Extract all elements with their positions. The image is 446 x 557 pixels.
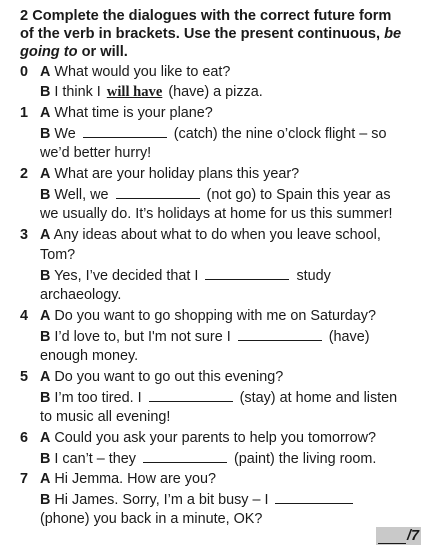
dialogue-line <box>40 326 370 347</box>
dialogue-text: Hi James. Sorry, I’m a bit busy – I <box>54 492 269 508</box>
score-total: /7 <box>407 528 420 544</box>
dialogue-line <box>40 62 230 82</box>
dialogue-text: (paint) the living room. <box>234 451 377 467</box>
item-number: 3 <box>20 227 29 243</box>
dialogue-line-continued: archaeology. <box>40 287 122 303</box>
instructions-line2: of the verb in brackets. Use the present continuous, <box>20 26 381 42</box>
exercise-instructions <box>20 7 430 61</box>
dialogue-line-continued: we usually do. It’s holidays at home for us this summer! <box>40 206 393 222</box>
answer-blank[interactable] <box>275 489 353 504</box>
dialogue-line <box>40 225 381 245</box>
score-blank[interactable] <box>378 543 406 544</box>
dialogue-text: Hi Jemma. How are you? <box>54 471 216 487</box>
dialogue-text: What are your holiday plans this year? <box>54 166 300 182</box>
speaker-label: A <box>40 166 51 182</box>
speaker-label: A <box>40 64 51 80</box>
instructions-be: be <box>384 26 402 42</box>
answer-blank[interactable] <box>149 387 233 402</box>
dialogue-text: (catch) the nine o’clock flight – so <box>173 126 387 142</box>
answer-blank[interactable] <box>238 326 322 341</box>
item-number: 7 <box>20 471 29 487</box>
dialogue-line <box>40 387 397 408</box>
dialogue-text: Well, we <box>54 187 109 203</box>
speaker-label: B <box>40 126 51 142</box>
dialogue-text: Do you want to go shopping with me on Saturday? <box>54 308 376 324</box>
dialogue-text: What would you like to eat? <box>54 64 231 80</box>
dialogue-line <box>40 82 263 102</box>
dialogue-text: I can’t – they <box>54 451 137 467</box>
dialogue-text: I think I <box>54 84 101 100</box>
dialogue-line <box>40 184 391 205</box>
item-number: 6 <box>20 430 29 446</box>
item-number: 0 <box>20 64 29 80</box>
dialogue-text: (have) a pizza. <box>168 84 263 100</box>
dialogue-text: I’d love to, but I'm not sure I <box>54 329 231 345</box>
dialogue-line <box>40 428 376 448</box>
item-number: 2 <box>20 166 29 182</box>
speaker-label: B <box>40 268 51 284</box>
answer-blank[interactable] <box>205 265 289 280</box>
dialogue-text: Any ideas about what to do when you leave school, <box>53 227 381 243</box>
speaker-label: B <box>40 451 51 467</box>
dialogue-text: (have) <box>328 329 370 345</box>
dialogue-line-continued: we’d better hurry! <box>40 145 152 161</box>
dialogue-line-continued: Tom? <box>40 247 76 263</box>
speaker-label: A <box>40 308 51 324</box>
answer-blank[interactable] <box>116 184 200 199</box>
dialogue-text: (stay) at home and listen <box>239 390 398 406</box>
item-number: 1 <box>20 105 29 121</box>
dialogue-line <box>40 103 213 123</box>
speaker-label: B <box>40 492 51 508</box>
dialogue-line <box>40 448 376 469</box>
instructions-line1: Complete the dialogues with the correct future form <box>32 8 392 24</box>
dialogue-line <box>40 164 299 184</box>
speaker-label: B <box>40 329 51 345</box>
dialogue-line-continued: to music all evening! <box>40 409 171 425</box>
speaker-label: A <box>40 227 51 243</box>
item-number: 5 <box>20 369 29 385</box>
dialogue-text: We <box>54 126 76 142</box>
dialogue-text: study <box>296 268 331 284</box>
dialogue-text: Do you want to go out this evening? <box>54 369 284 385</box>
speaker-label: A <box>40 471 51 487</box>
dialogue-text: Yes, I’ve decided that I <box>54 268 199 284</box>
dialogue-text: What time is your plane? <box>54 105 213 121</box>
dialogue-line <box>40 367 283 387</box>
exercise-number: 2 <box>20 8 29 24</box>
dialogue-text: (not go) to Spain this year as <box>206 187 391 203</box>
speaker-label: A <box>40 430 51 446</box>
dialogue-line <box>40 489 356 510</box>
item-number: 4 <box>20 308 29 324</box>
instructions-will: will. <box>100 44 128 60</box>
instructions-or: or <box>81 44 97 60</box>
dialogue-line <box>40 265 331 286</box>
speaker-label: B <box>40 390 51 406</box>
dialogue-line-continued: enough money. <box>40 348 139 364</box>
speaker-label: B <box>40 84 51 100</box>
dialogue-text: Could you ask your parents to help you tomorrow? <box>54 430 376 446</box>
instructions-going-to: going to <box>20 44 78 60</box>
example-answer: will have <box>106 84 163 100</box>
dialogue-line <box>40 469 216 489</box>
dialogue-line-continued: (phone) you back in a minute, OK? <box>40 511 263 527</box>
answer-blank[interactable] <box>83 123 167 138</box>
speaker-label: A <box>40 105 51 121</box>
dialogue-line <box>40 123 387 144</box>
dialogue-text: I’m too tired. I <box>54 390 142 406</box>
dialogue-line <box>40 306 376 326</box>
answer-blank[interactable] <box>143 448 227 463</box>
speaker-label: B <box>40 187 51 203</box>
speaker-label: A <box>40 369 51 385</box>
